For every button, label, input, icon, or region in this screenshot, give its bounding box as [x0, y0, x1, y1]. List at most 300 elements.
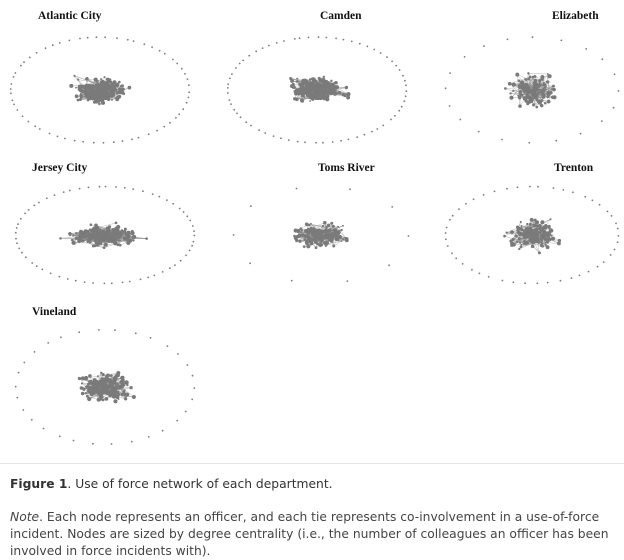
network-node — [540, 220, 544, 224]
network-node — [111, 99, 113, 101]
isolate-node — [471, 269, 473, 271]
network-node — [297, 235, 300, 238]
network-node — [98, 90, 102, 94]
isolate-node — [84, 281, 86, 283]
network-node — [81, 239, 84, 242]
network-node — [518, 232, 522, 236]
network-node — [75, 87, 77, 89]
network-node — [325, 226, 327, 228]
network-node — [85, 231, 89, 235]
isolate-node — [229, 99, 231, 101]
network-node — [306, 87, 309, 90]
network-node — [541, 240, 543, 242]
network-node — [101, 94, 104, 97]
panel-label-vineland: Vineland — [32, 306, 76, 318]
network-node — [527, 229, 531, 233]
isolate-node — [572, 191, 574, 193]
isolate-node — [479, 273, 481, 275]
network-node — [518, 104, 522, 108]
isolate-node — [227, 87, 229, 89]
nodes — [293, 221, 349, 249]
network-node — [119, 386, 122, 389]
network-node — [122, 390, 125, 393]
network-node — [290, 79, 294, 83]
network-node — [308, 97, 310, 99]
network-node — [313, 86, 316, 89]
network-node — [521, 232, 524, 235]
network-node — [81, 382, 83, 384]
isolate-node — [179, 208, 181, 210]
isolate-node — [18, 248, 20, 250]
caption-divider — [0, 463, 624, 464]
network-node — [342, 238, 344, 240]
isolate-node — [380, 52, 382, 54]
isolate-node — [17, 223, 19, 225]
isolate-node — [28, 209, 30, 211]
isolate-node — [185, 411, 187, 413]
isolate-node — [133, 40, 135, 42]
note-text: . Each node represents an officer, and each tie represents co-involvement in a use-of-force incident. Nodes are sized by degree centrality (i.e., the number of colleagues an officer has been involved in force incidents with). — [10, 510, 609, 558]
network-node — [99, 397, 101, 399]
isolate-node — [524, 282, 526, 284]
network-node — [541, 89, 545, 93]
network-node — [101, 238, 104, 241]
network-node — [323, 90, 327, 94]
network-node — [319, 97, 323, 101]
isolate-node — [536, 282, 538, 284]
network-node — [537, 241, 540, 244]
network-node — [112, 233, 114, 235]
network-node — [521, 244, 523, 246]
isolate-node — [191, 245, 193, 247]
isolate-node — [187, 78, 189, 80]
network-node — [528, 90, 532, 94]
isolate-node — [188, 91, 190, 93]
isolate-node — [401, 106, 403, 108]
isolate-node — [104, 36, 106, 38]
network-node — [538, 251, 541, 254]
network-node — [316, 232, 318, 234]
network-node — [320, 229, 324, 233]
network-node — [310, 223, 312, 225]
isolate-node — [47, 342, 49, 344]
network-node — [307, 84, 310, 87]
network-node — [108, 225, 111, 228]
network-node — [116, 96, 120, 100]
network-edge — [528, 73, 547, 74]
network-node — [540, 244, 544, 248]
network-node — [318, 77, 321, 80]
network-node — [510, 243, 512, 245]
network-node — [521, 228, 524, 231]
isolate-node — [404, 80, 406, 82]
network-node — [326, 81, 329, 84]
network-node — [323, 235, 326, 238]
network-node — [545, 232, 548, 235]
network-node — [113, 390, 115, 392]
isolate-node — [104, 283, 106, 285]
isolate-node — [405, 90, 407, 92]
isolate-node — [99, 186, 101, 188]
isolate-node — [15, 72, 17, 74]
network-node — [81, 235, 84, 238]
network-node — [96, 98, 100, 102]
network-node — [332, 225, 335, 228]
isolate-node — [113, 141, 115, 143]
network-node — [125, 392, 129, 396]
isolate-node — [348, 139, 350, 141]
network-node — [80, 230, 83, 233]
isolate-node — [398, 110, 400, 112]
network-node — [335, 237, 339, 241]
isolate-node — [103, 142, 105, 144]
isolate-node — [488, 276, 490, 278]
network-node — [318, 239, 320, 241]
isolate-node — [364, 134, 366, 136]
isolate-node — [34, 125, 36, 127]
isolate-node — [49, 133, 51, 135]
network-node — [534, 75, 537, 78]
network-node — [85, 392, 87, 394]
isolate-node — [618, 90, 620, 92]
network-node — [531, 245, 535, 249]
network-node — [550, 234, 552, 236]
isolate-node — [67, 278, 69, 280]
isolate-node — [25, 256, 27, 258]
isolate-node — [288, 139, 290, 141]
network-node — [320, 237, 323, 240]
isolate-node — [167, 345, 169, 347]
network-node — [529, 236, 533, 240]
network-node — [82, 388, 85, 391]
network-node — [121, 384, 124, 387]
isolate-node — [17, 109, 19, 111]
network-node — [131, 233, 134, 236]
isolate-node — [175, 117, 177, 119]
isolate-node — [294, 38, 296, 40]
isolate-node — [59, 42, 61, 44]
network-node — [333, 93, 336, 96]
network-node — [518, 237, 521, 240]
network-node — [97, 243, 100, 246]
isolate-node — [39, 128, 41, 130]
isolate-node — [459, 119, 461, 121]
network-node — [311, 77, 314, 80]
isolate-node — [10, 92, 12, 94]
network-node — [547, 225, 551, 229]
isolate-node — [391, 61, 393, 63]
isolate-node — [451, 252, 453, 254]
network-node — [325, 240, 327, 242]
isolate-node — [599, 204, 601, 206]
network-vineland — [10, 322, 200, 452]
network-node — [516, 226, 519, 229]
network-node — [110, 379, 113, 382]
network-node — [113, 377, 116, 380]
network-node — [330, 80, 332, 82]
network-node — [545, 89, 547, 91]
isolate-node — [75, 280, 77, 282]
network-node — [520, 245, 523, 248]
isolate-node — [69, 40, 71, 42]
isolate-node — [193, 235, 195, 237]
network-node — [341, 229, 343, 231]
isolate-node — [93, 142, 95, 144]
isolate-node — [152, 193, 154, 195]
isolate-node — [373, 49, 375, 51]
isolate-node — [322, 142, 324, 144]
isolate-node — [283, 40, 285, 42]
isolate-node — [304, 141, 306, 143]
network-node — [84, 86, 86, 88]
network-node — [549, 218, 551, 220]
isolate-node — [135, 332, 137, 334]
isolate-node — [239, 63, 241, 65]
isolate-node — [297, 141, 299, 143]
isolate-node — [23, 61, 25, 63]
network-node — [541, 95, 545, 99]
network-node — [546, 80, 549, 83]
network-node — [311, 240, 313, 242]
network-node — [145, 237, 148, 240]
network-node — [86, 87, 89, 90]
isolate-node — [78, 331, 80, 333]
nodes — [69, 75, 131, 105]
isolate-node — [547, 282, 549, 284]
network-node — [308, 91, 312, 95]
isolate-node — [296, 188, 298, 190]
network-node — [338, 91, 341, 94]
network-node — [325, 232, 327, 234]
isolate-node — [124, 187, 126, 189]
network-node — [94, 380, 98, 384]
network-node — [103, 87, 105, 89]
isolate-node — [147, 277, 149, 279]
isolate-node — [402, 75, 404, 77]
network-node — [71, 239, 73, 241]
network-node — [109, 392, 112, 395]
network-node — [547, 235, 549, 237]
isolate-node — [579, 275, 581, 277]
isolate-node — [340, 140, 342, 142]
network-node — [90, 236, 94, 240]
isolate-node — [235, 67, 237, 69]
isolate-node — [229, 78, 231, 80]
network-node — [322, 225, 324, 227]
network-node — [535, 231, 538, 234]
isolate-node — [148, 436, 150, 438]
network-node — [69, 84, 73, 88]
isolate-node — [408, 235, 410, 237]
network-node — [533, 236, 537, 240]
network-node — [107, 80, 110, 83]
isolate-node — [580, 133, 582, 135]
network-node — [112, 383, 114, 385]
isolate-node — [399, 69, 401, 71]
network-node — [75, 232, 77, 234]
network-camden — [222, 30, 412, 150]
isolate-node — [394, 115, 396, 117]
network-node — [519, 242, 521, 244]
network-node — [528, 96, 532, 100]
network-node — [84, 376, 88, 380]
network-node — [98, 391, 101, 394]
isolate-node — [445, 232, 447, 234]
network-node — [124, 228, 127, 231]
isolate-node — [143, 43, 145, 45]
isolate-node — [114, 329, 116, 331]
caption-text: . Use of force network of each department. — [67, 477, 332, 491]
network-node — [296, 80, 299, 83]
network-node — [118, 239, 121, 242]
isolate-node — [82, 141, 84, 143]
network-node — [538, 91, 540, 93]
network-node — [118, 81, 121, 84]
network-node — [107, 234, 111, 238]
network-node — [86, 241, 88, 243]
isolate-node — [233, 109, 235, 111]
isolate-node — [494, 191, 496, 193]
isolate-node — [501, 139, 503, 141]
network-node — [300, 98, 304, 102]
isolate-node — [610, 254, 612, 256]
isolate-node — [45, 47, 47, 49]
network-node — [534, 219, 537, 222]
network-node — [94, 223, 98, 227]
network-node — [102, 231, 106, 235]
network-node — [115, 230, 118, 233]
isolate-node — [28, 121, 30, 123]
network-node — [81, 233, 83, 235]
isolate-node — [403, 100, 405, 102]
isolate-node — [79, 188, 81, 190]
network-node — [329, 91, 332, 94]
isolate-node — [464, 56, 466, 58]
isolate-node — [390, 119, 392, 121]
network-node — [99, 235, 101, 237]
figure-caption — [10, 476, 616, 493]
network-node — [509, 239, 512, 242]
isolate-node — [63, 191, 65, 193]
network-node — [298, 240, 301, 243]
isolate-node — [560, 280, 562, 282]
isolate-node — [388, 264, 390, 266]
isolate-node — [185, 255, 187, 257]
network-node — [98, 383, 100, 385]
network-node — [532, 224, 535, 227]
network-node — [300, 84, 304, 88]
isolate-node — [613, 107, 615, 109]
note-label: Note — [10, 510, 39, 524]
network-node — [518, 84, 521, 87]
network-node — [306, 244, 310, 248]
isolate-node — [182, 108, 184, 110]
network-node — [337, 226, 339, 228]
isolate-node — [528, 142, 530, 144]
isolate-node — [242, 60, 244, 62]
network-node — [126, 384, 128, 386]
network-node — [88, 374, 92, 378]
isolate-node — [347, 280, 349, 282]
network-node — [326, 84, 330, 88]
isolate-node — [517, 186, 519, 188]
isolate-node — [193, 230, 195, 232]
network-node — [518, 79, 521, 82]
isolate-node — [159, 50, 161, 52]
isolate-node — [236, 113, 238, 115]
network-node — [105, 86, 108, 89]
network-node — [544, 238, 547, 241]
network-node — [332, 245, 335, 248]
isolate-node — [382, 125, 384, 127]
isolate-node — [529, 186, 531, 188]
network-node — [77, 99, 80, 102]
isolate-node — [16, 227, 18, 229]
network-node — [115, 240, 117, 242]
network-node — [103, 76, 105, 78]
network-node — [90, 223, 93, 226]
panel-label-atlantic-city: Atlantic City — [38, 10, 102, 22]
network-node — [319, 91, 322, 94]
network-node — [94, 93, 98, 97]
isolate-node — [614, 249, 616, 251]
network-node — [300, 231, 302, 233]
isolate-node — [184, 73, 186, 75]
isolate-node — [512, 281, 514, 283]
network-node — [100, 384, 104, 388]
isolate-node — [555, 140, 557, 142]
isolate-node — [13, 104, 15, 106]
network-node — [128, 239, 132, 243]
network-node — [346, 92, 350, 96]
network-node — [518, 96, 521, 99]
isolate-node — [318, 36, 320, 38]
network-node — [518, 248, 520, 250]
network-node — [509, 96, 513, 100]
network-node — [109, 93, 113, 97]
isolate-node — [371, 131, 373, 133]
network-node — [91, 386, 94, 389]
isolate-node — [122, 140, 124, 142]
isolate-node — [248, 55, 250, 57]
network-node — [116, 235, 118, 237]
network-node — [295, 239, 298, 242]
network-node — [327, 236, 329, 238]
isolate-node — [291, 280, 293, 282]
network-node — [92, 245, 95, 248]
isolate-node — [349, 188, 351, 190]
network-node — [128, 234, 131, 237]
network-node — [544, 242, 546, 244]
network-node — [520, 92, 522, 94]
network-node — [94, 239, 97, 242]
isolate-node — [22, 115, 24, 117]
isolate-node — [189, 220, 191, 222]
network-node — [97, 87, 99, 89]
isolate-node — [447, 245, 449, 247]
isolate-node — [132, 188, 134, 190]
network-node — [526, 89, 528, 91]
isolate-node — [122, 282, 124, 284]
isolate-node — [592, 200, 594, 202]
network-node — [512, 243, 516, 247]
network-node — [346, 96, 350, 100]
network-node — [294, 87, 296, 89]
isolate-node — [231, 73, 233, 75]
network-node — [551, 88, 553, 90]
network-node — [296, 78, 298, 80]
isolate-node — [561, 40, 563, 42]
